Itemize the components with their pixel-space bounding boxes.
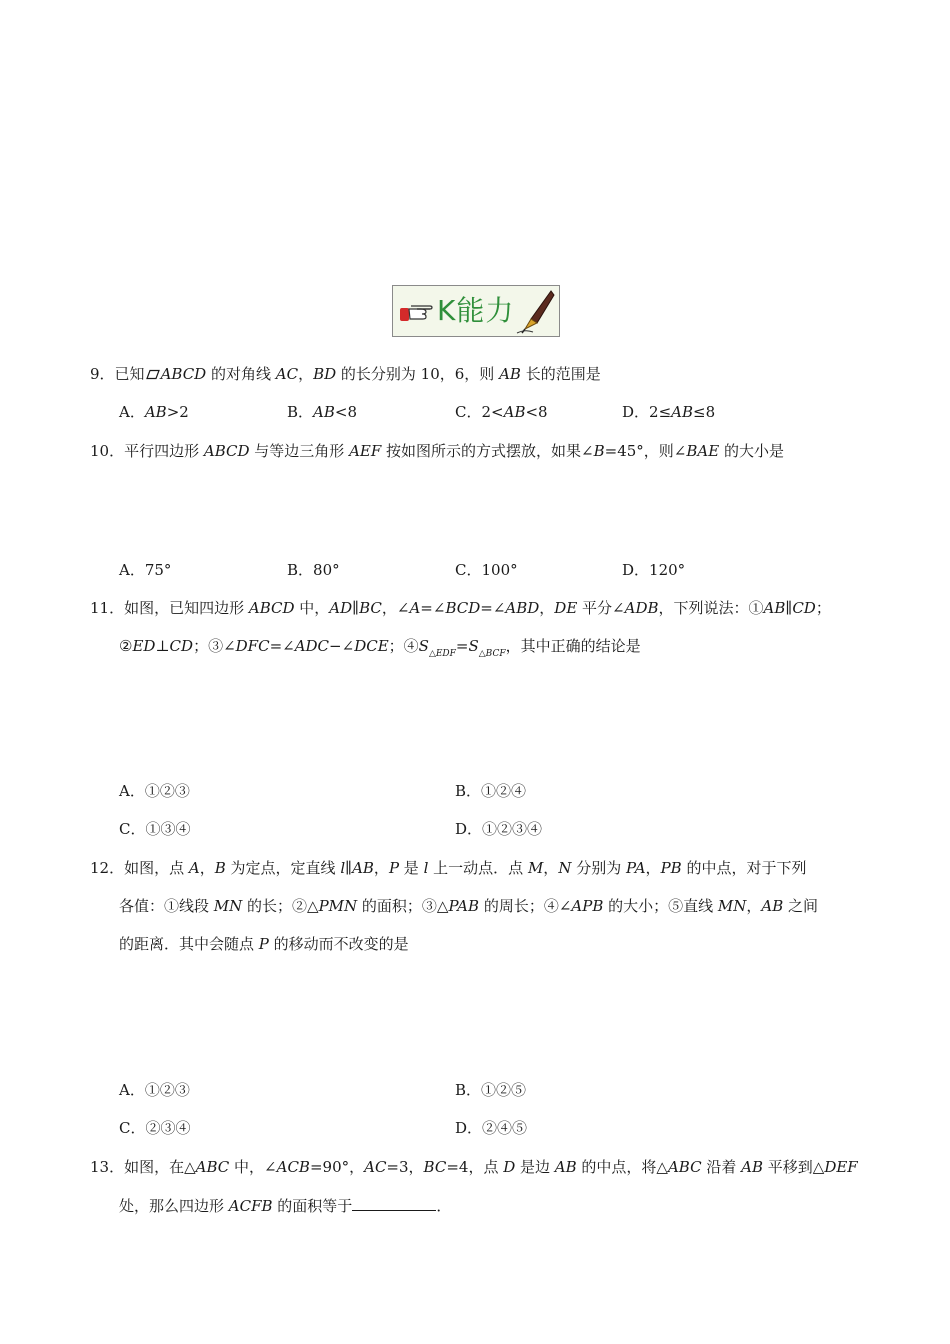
- option-c[interactable]: C．①③④: [119, 820, 191, 838]
- question-11-stem-line-2: ②ED⊥CD；③∠DFC=∠ADC−∠DCE；$④S_{\triangle EDF}=S_{\triangle BCF}$，其中正确的结论是: [119, 637, 641, 659]
- question-12-stem-line-1: 12．如图，点 A，B 为定点，定直线 l∥AB，P 是 l 上一动点．点 M，N 分别为 PA，PB 的中点，对于下列: [90, 859, 807, 877]
- option-d[interactable]: D．120°: [622, 561, 686, 579]
- option-b[interactable]: B．AB<8: [287, 403, 358, 421]
- option-b[interactable]: B．80°: [287, 561, 340, 579]
- option-d[interactable]: D．②④⑤: [455, 1119, 528, 1137]
- question-10-stem: 10．平行四边形 ABCD 与等边三角形 AEF 按如图所示的方式摆放，如果∠B=45°，则∠BAE 的大小是: [90, 442, 784, 460]
- question-number: 11．: [90, 599, 125, 617]
- question-11-stem-line-1: 11．如图，已知四边形 ABCD 中，AD∥BC，∠A=∠BCD=∠ABD，DE 平分∠ADB，下列说法：①AB∥CD；: [90, 599, 831, 617]
- question-9-stem: 9．已知 ABCD 的对角线 AC，BD 的长分别为 10，6，则 AB 长的范围是: [90, 365, 601, 383]
- option-b[interactable]: B．①②④: [455, 782, 527, 800]
- option-c[interactable]: C．②③④: [119, 1119, 191, 1137]
- answer-blank[interactable]: [352, 1196, 436, 1211]
- fountain-pen-icon: [515, 289, 555, 339]
- option-a[interactable]: A．①②③: [119, 1081, 190, 1099]
- option-d[interactable]: D．①②③④: [455, 820, 543, 838]
- banner-title: K能力: [437, 294, 515, 327]
- question-12-stem-line-2: 各值：①线段 MN 的长；②△PMN 的面积；③△PAB 的周长；④∠APB 的大小；⑤直线 MN，AB 之间: [119, 897, 819, 915]
- question-number: 13．: [90, 1158, 125, 1176]
- option-a[interactable]: A．75°: [119, 561, 172, 579]
- question-13-stem-line-1: 13．如图，在△ABC 中，∠ACB=90°，AC=3，BC=4，点 D 是边 AB 的中点，将△ABC 沿着 AB 平移到△DEF: [90, 1158, 858, 1176]
- question-12-stem-line-3: 的距离．其中会随点 P 的移动而不改变的是: [119, 935, 409, 953]
- question-number: 9．: [90, 365, 115, 383]
- option-b[interactable]: B．①②⑤: [455, 1081, 527, 1099]
- option-c[interactable]: C．100°: [455, 561, 518, 579]
- option-a[interactable]: A．AB>2: [119, 403, 189, 421]
- question-13-stem-line-2: 处，那么四边形 ACFB 的面积等于 ．: [119, 1197, 452, 1215]
- option-d[interactable]: D．2≤AB≤8: [622, 403, 716, 421]
- question-number: 10．: [90, 442, 125, 460]
- option-a[interactable]: A．①②③: [119, 782, 190, 800]
- parallelogram-icon: [145, 365, 161, 383]
- option-c[interactable]: C．2<AB<8: [455, 403, 548, 421]
- section-banner: [392, 285, 560, 337]
- pointing-hand-icon: [399, 297, 433, 329]
- question-number: 12．: [90, 859, 125, 877]
